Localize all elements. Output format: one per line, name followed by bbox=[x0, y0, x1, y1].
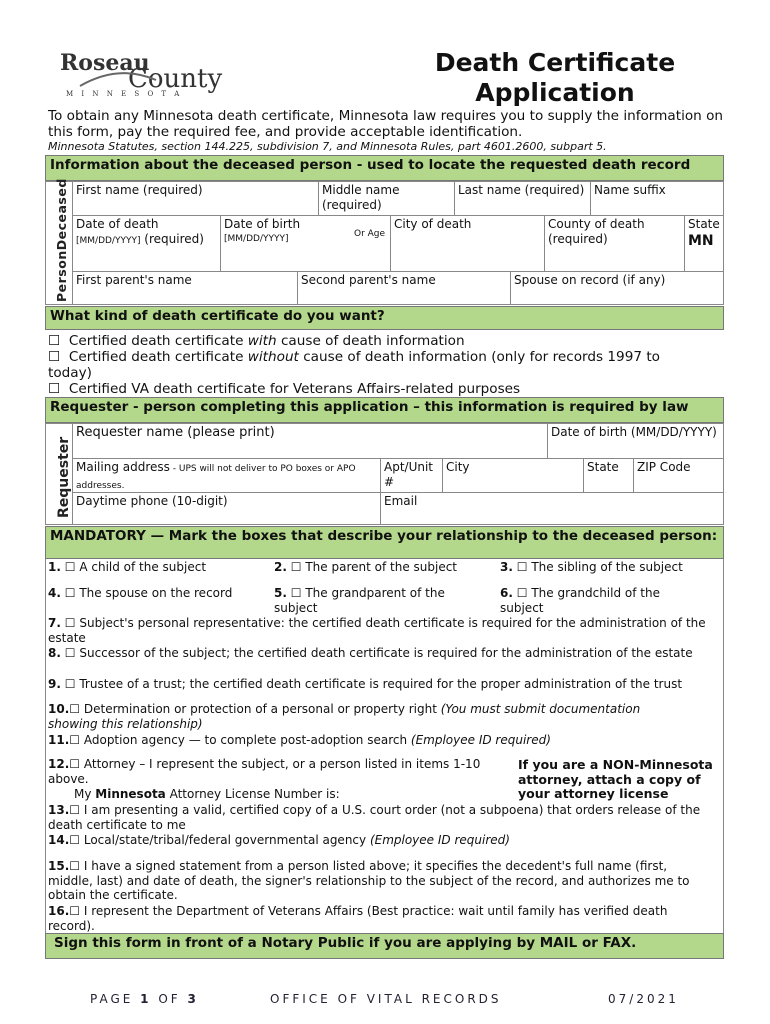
logo-line-county: County bbox=[128, 64, 223, 94]
relationship-1[interactable]: 1. ☐ A child of the subject bbox=[48, 560, 207, 574]
relationship-16[interactable]: 16.☐ I represent the Department of Veterans Affairs (Best practice: wait until family has verified death record). bbox=[48, 904, 668, 933]
checkbox-icon[interactable]: ☐ bbox=[64, 646, 76, 660]
relationship-13-text: I am presenting a valid, certified copy of a U.S. court order (not a subpoena) that orders release of the death certificate to me bbox=[48, 803, 701, 832]
county-of-death-label: County of death (required) bbox=[548, 217, 645, 246]
logo-line-minnesota: M I N N E S O T A bbox=[66, 90, 183, 98]
option-with-cause-text-a: Certified death certificate bbox=[68, 333, 248, 349]
first-name-field[interactable] bbox=[72, 182, 318, 215]
page-total: 3 bbox=[187, 992, 199, 1006]
non-minnesota-attorney-note: If you are a NON-Minnesota attorney, attach a copy of your attorney license bbox=[518, 757, 713, 801]
relationship-12[interactable]: 12.☐ Attorney – I represent the subject, or a person listed in items 1-10 above. bbox=[48, 757, 481, 786]
page-title: Death Certificate Application bbox=[434, 48, 676, 107]
date-of-death-label: Date of death bbox=[76, 217, 159, 231]
middle-name-label: Middle name (required) bbox=[322, 183, 400, 212]
checkbox-icon[interactable]: ☐ bbox=[69, 757, 81, 771]
last-name-field[interactable] bbox=[454, 182, 590, 215]
relationship-2[interactable]: 2. ☐ The parent of the subject bbox=[274, 560, 458, 574]
option-with-cause[interactable] bbox=[48, 333, 728, 349]
certificate-kind-header: What kind of death certificate do you want? bbox=[45, 306, 724, 330]
requester-dob-label: Date of birth (MM/DD/YYYY) bbox=[551, 425, 717, 439]
apt-unit-label: Apt/Unit # bbox=[384, 460, 434, 489]
relationship-14-note: (Employee ID required) bbox=[369, 833, 510, 847]
phone-label: Daytime phone (10-digit) bbox=[76, 494, 228, 508]
first-parent-label: First parent's name bbox=[76, 273, 192, 287]
checkbox-icon[interactable]: ☐ bbox=[64, 586, 76, 600]
city-label: City bbox=[446, 460, 470, 474]
logo-swoosh-icon bbox=[78, 68, 158, 90]
relationship-14-text: Local/state/tribal/federal governmental agency bbox=[83, 833, 370, 847]
relationship-9-text: Trustee of a trust; the certified death certificate is required for the proper administration of the trust bbox=[79, 677, 683, 691]
city-of-death-label: City of death bbox=[394, 217, 472, 231]
county-logo bbox=[58, 50, 238, 102]
relationship-15[interactable]: 15.☐ I have a signed statement from a person listed above; it specifies the decedent's full name (first, middle, last) and date of death, the signer's relationship to the subject of the record, and authorizes me to obtain the certificate. bbox=[48, 859, 690, 902]
state-field bbox=[684, 215, 723, 271]
date-of-death-hint: [MM/DD/YYYY] bbox=[76, 236, 141, 246]
zip-label: ZIP Code bbox=[637, 460, 691, 474]
state-value: MN bbox=[688, 233, 714, 249]
logo-line-roseau: Roseau bbox=[60, 50, 150, 76]
checkbox-icon[interactable]: ☐ bbox=[69, 733, 81, 747]
spouse-label: Spouse on record (if any) bbox=[514, 273, 666, 287]
checkbox-icon[interactable]: ☐ bbox=[69, 833, 81, 847]
relationship-9[interactable]: 9. ☐ Trustee of a trust; the certified death certificate is required for the proper administration of the trust bbox=[48, 677, 683, 691]
notary-instruction: Sign this form in front of a Notary Public if you are applying by MAIL or FAX. bbox=[45, 933, 724, 959]
relationship-11[interactable]: 11.☐ Adoption agency — to complete post-adoption search (Employee ID required) bbox=[48, 733, 551, 747]
relationship-16-text: I represent the Department of Veterans Affairs (Best practice: wait until family has verified death record). bbox=[48, 904, 668, 933]
page-number bbox=[90, 992, 199, 1006]
relationship-12-text: Attorney – I represent the subject, or a person listed in items 1-10 above. bbox=[48, 757, 481, 786]
relationship-7-text: Subject's personal representative: the certified death certificate is required for the administration of the estate bbox=[48, 616, 706, 645]
email-label: Email bbox=[384, 494, 418, 508]
option-with-cause-text-b: with bbox=[247, 333, 277, 349]
relationship-7[interactable]: 7. ☐ Subject's personal representative: the certified death certificate is required for the administration of the estate bbox=[48, 616, 706, 645]
name-suffix-field[interactable] bbox=[590, 182, 723, 215]
first-parent-field[interactable] bbox=[72, 271, 297, 304]
mandatory-section-header: MANDATORY — Mark the boxes that describe your relationship to the deceased person: bbox=[45, 526, 724, 559]
attorney-license-line[interactable] bbox=[74, 787, 340, 802]
checkbox-icon[interactable]: ☐ bbox=[290, 560, 302, 574]
date-of-death-required: (required) bbox=[140, 232, 204, 246]
zip-field[interactable] bbox=[633, 458, 723, 492]
relationship-5[interactable]: 5. ☐ The grandparent of the subject bbox=[274, 586, 445, 615]
relationship-3[interactable]: 3. ☐ The sibling of the subject bbox=[500, 560, 683, 574]
requester-section bbox=[45, 423, 724, 525]
relationship-11-text: Adoption agency — to complete post-adoption search bbox=[83, 733, 411, 747]
checkbox-icon[interactable]: ☐ bbox=[290, 586, 302, 600]
relationship-2-text: The parent of the subject bbox=[305, 560, 458, 574]
mailing-address-label: Mailing address bbox=[76, 460, 170, 474]
checkbox-icon[interactable]: ☐ bbox=[69, 859, 81, 873]
relationship-3-text: The sibling of the subject bbox=[531, 560, 683, 574]
attorney-license-c: Attorney License Number is: bbox=[165, 787, 340, 801]
phone-field[interactable] bbox=[72, 492, 380, 524]
relationship-4-text: The spouse on the record bbox=[79, 586, 233, 600]
name-suffix-label: Name suffix bbox=[594, 183, 666, 197]
intro-text: To obtain any Minnesota death certificate, Minnesota law requires you to supply the information on this form, pay the required fee, and provide acceptable identification. bbox=[48, 108, 724, 140]
relationship-15-text: I have a signed statement from a person listed above; it specifies the decedent's full name (first, middle, last) and date of death, the signer's relationship to the subject of the record, and authorizes me to obtain the certificate. bbox=[48, 859, 690, 902]
relationship-10-note: (You must submit documentation showing this relationship) bbox=[48, 702, 641, 731]
checkbox-icon[interactable]: ☐ bbox=[69, 702, 81, 716]
requester-name-label: Requester name (please print) bbox=[76, 425, 275, 440]
date-of-birth-hint: [MM/DD/YYYY] bbox=[224, 234, 289, 244]
checkbox-icon[interactable]: ☐ bbox=[69, 904, 81, 918]
checkbox-icon[interactable]: ☐ bbox=[516, 560, 528, 574]
page-of: OF bbox=[151, 992, 188, 1006]
apt-unit-field[interactable] bbox=[380, 458, 442, 492]
date-of-birth-label: Date of birth bbox=[224, 217, 301, 231]
office-name: OFFICE OF VITAL RECORDS bbox=[270, 992, 502, 1006]
checkbox-icon[interactable]: ☐ bbox=[64, 677, 76, 691]
email-field[interactable] bbox=[380, 492, 723, 524]
relationship-6-text: The grandchild of the subject bbox=[500, 586, 660, 615]
deceased-section bbox=[45, 178, 724, 305]
checkbox-icon[interactable]: ☐ bbox=[64, 616, 76, 630]
option-without-cause-text-b: without bbox=[247, 349, 299, 365]
date-of-death-field[interactable] bbox=[72, 215, 220, 271]
relationship-14[interactable]: 14.☐ Local/state/tribal/federal governmental agency (Employee ID required) bbox=[48, 833, 510, 847]
first-name-label: First name (required) bbox=[76, 183, 203, 197]
relationship-10[interactable]: 10.☐ Determination or protection of a personal or property right (You must submit documentation showing this relationship) bbox=[48, 702, 641, 731]
requester-name-field[interactable] bbox=[72, 424, 547, 458]
relationship-1-text: A child of the subject bbox=[79, 560, 207, 574]
checkbox-icon[interactable]: ☐ bbox=[64, 560, 76, 574]
attorney-license-a: My bbox=[74, 787, 96, 801]
state-input-field[interactable] bbox=[583, 458, 633, 492]
relationship-8[interactable]: 8. ☐ Successor of the subject; the certified death certificate is required for the administration of the estate bbox=[48, 646, 693, 660]
attorney-license-b: Minnesota bbox=[95, 787, 166, 801]
checkbox-icon[interactable]: ☐ bbox=[48, 381, 61, 397]
city-field[interactable] bbox=[442, 458, 583, 492]
intro-citation: Minnesota Statutes, section 144.225, subdivision 7, and Minnesota Rules, part 4601.2600, subpart 5. bbox=[48, 140, 607, 153]
checkbox-icon[interactable]: ☐ bbox=[69, 803, 81, 817]
date-of-birth-field[interactable] bbox=[220, 215, 390, 271]
page-current: 1 bbox=[140, 992, 152, 1006]
deceased-section-header: Information about the deceased person - used to locate the requested death record bbox=[45, 155, 724, 181]
mailing-address-field[interactable] bbox=[72, 458, 380, 492]
requester-section-header: Requester - person completing this application – this information is required by law bbox=[45, 397, 724, 423]
page-prefix: PAGE bbox=[90, 992, 141, 1006]
last-name-label: Last name (required) bbox=[458, 183, 585, 197]
second-parent-field[interactable] bbox=[297, 271, 510, 304]
relationship-4[interactable]: 4. ☐ The spouse on the record bbox=[48, 586, 233, 600]
relationship-6[interactable]: 6. ☐ The grandchild of the subject bbox=[500, 586, 660, 615]
second-parent-label: Second parent's name bbox=[301, 273, 436, 287]
deceased-side-label: PersonDeceased bbox=[54, 178, 69, 302]
checkbox-icon[interactable]: ☐ bbox=[48, 349, 61, 365]
option-without-cause-text-c: cause of death information (only for records 1997 to today) bbox=[48, 349, 660, 381]
option-with-cause-text-c: cause of death information bbox=[276, 333, 465, 349]
relationship-11-note: (Employee ID required) bbox=[410, 733, 551, 747]
option-without-cause-text-a: Certified death certificate bbox=[68, 349, 248, 365]
mailing-address-note: - UPS will not deliver to PO boxes or APO addresses. bbox=[76, 464, 356, 491]
state-input-label: State bbox=[587, 460, 619, 474]
checkbox-icon[interactable]: ☐ bbox=[516, 586, 528, 600]
requester-side-label: Requester bbox=[56, 436, 72, 518]
county-of-death-field[interactable] bbox=[544, 215, 684, 271]
requester-dob-field[interactable] bbox=[547, 424, 723, 458]
form-date: 07/2021 bbox=[608, 992, 679, 1006]
spouse-field[interactable] bbox=[510, 271, 723, 304]
relationship-13[interactable]: 13.☐ I am presenting a valid, certified copy of a U.S. court order (not a subpoena) that orders release of the death certificate to me bbox=[48, 803, 701, 832]
option-va-text: Certified VA death certificate for Veterans Affairs-related purposes bbox=[68, 381, 521, 397]
city-of-death-field[interactable] bbox=[390, 215, 544, 271]
middle-name-field[interactable] bbox=[318, 182, 454, 215]
option-without-cause[interactable] bbox=[48, 349, 688, 381]
option-va[interactable] bbox=[48, 381, 728, 397]
relationship-8-text: Successor of the subject; the certified death certificate is required for the administration of the estate bbox=[79, 646, 693, 660]
or-age-label: Or Age bbox=[354, 229, 386, 239]
relationship-5-text: The grandparent of the subject bbox=[274, 586, 445, 615]
checkbox-icon[interactable]: ☐ bbox=[48, 333, 61, 349]
relationship-10-text: Determination or protection of a personal or property right bbox=[83, 702, 441, 716]
state-label: State bbox=[688, 217, 720, 231]
